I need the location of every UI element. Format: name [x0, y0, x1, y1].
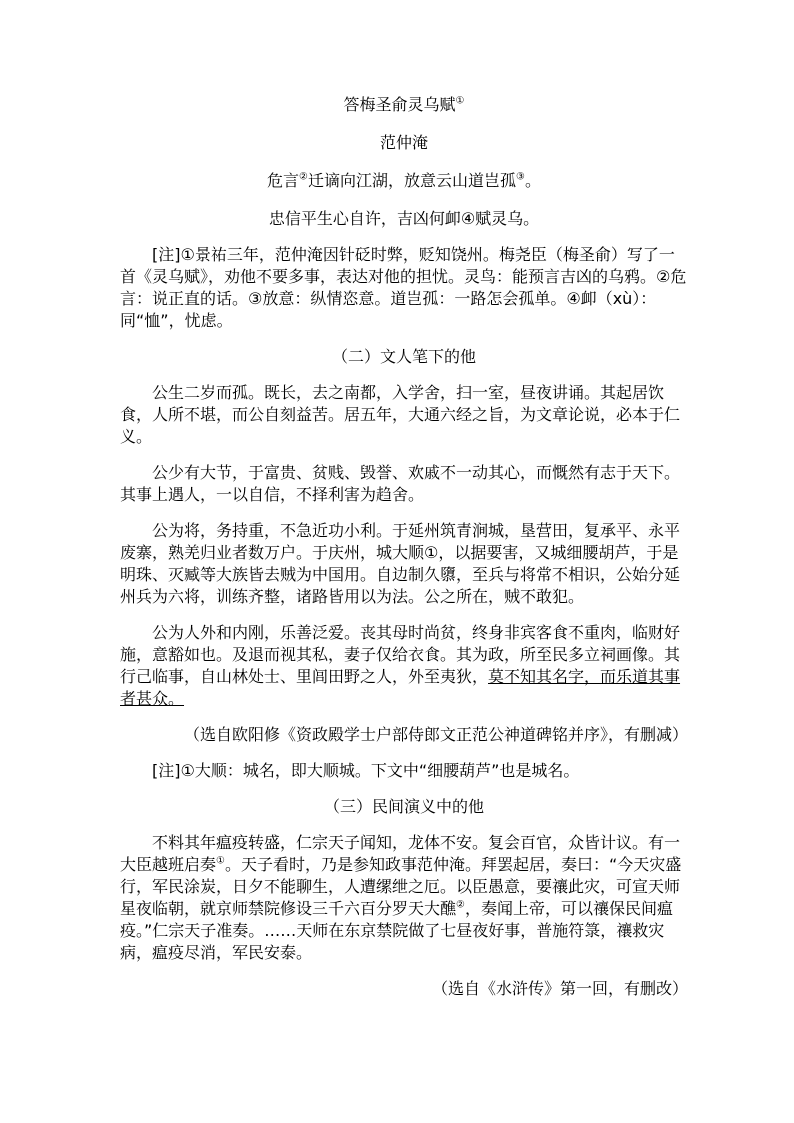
footnote-mark: ① [216, 855, 225, 867]
section-2-paragraph-1: 公生二岁而孤。既长，去之南都，入学舍，扫一室，昼夜讲诵。其起居饮食，人所不堪，而公自刻益苦。居五年，大通六经之旨，为文章论说，必本于仁义。 [120, 383, 681, 446]
section-2-source: （选自欧阳修《资政殿学士户部侍郎文正范公神道碑铭并序》，有删减） [183, 725, 688, 744]
section-3-source: （选自《水浒传》第一回，有删改） [431, 979, 688, 998]
poem-line-2: 忠信平生心自许，吉凶何卹④赋灵乌。 [268, 209, 540, 228]
document-page [120, 94, 688, 1000]
footnote-mark: ③ [516, 171, 525, 183]
section-2-heading: （二）文人笔下的他 [331, 347, 476, 366]
section-2-paragraph-2: 公少有大节，于富贵、贫贱、毁誉、欢戚不一动其心，而慨然有志于天下。其事上遇人，一以自信，不择利害为趋舍。 [120, 463, 681, 504]
poem-title: 答梅圣俞灵乌赋① [343, 95, 465, 114]
footnote-mark: ② [456, 899, 465, 911]
section-2-paragraph-4: 公为人外和内刚，乐善泛爱。丧其母时尚贫，终身非宾客食不重肉，临财好施，意豁如也。及退而视其私，妻子仅给衣食。其为政，所至民多立祠画像。其行己临事，自山林处士、里闾田野之人，外至夷狄，莫不知其名字，而乐道其事者甚众。 [120, 623, 681, 708]
footnote-mark: ① [455, 95, 465, 107]
poem-annotation: [注]①景祐三年，范仲淹因针砭时弊，贬知饶州。梅尧臣（梅圣俞）写了一首《灵乌赋》，劝他不要多事，表达对他的担忧。灵鸟：能预言吉凶的乌鸦。②危言：说正直的话。③放意：纵情恣意。道岂孤：一路怎会孤单。④卹（xù）：同“恤”，忧虑。 [120, 245, 687, 330]
poem-line-1: 危言②迁谪向江湖，放意云山道岂孤③。 [267, 171, 541, 190]
section-2-paragraph-3: 公为将，务持重，不急近功小利。于延州筑青涧城，垦营田，复承平、永平废寨，熟羌归业者数万户。于庆州，城大顺①，以据要害，又城细腰胡芦，于是明珠、灭臧等大族皆去贼为中国用。自边制久隳，至兵与将常不相识，公始分延州兵为六将，训练齐整，诸路皆用以为法。公之所在，贼不敢犯。 [120, 521, 681, 606]
footnote-mark: ② [299, 171, 308, 183]
section-3-heading: （三）民间演义中的他 [323, 797, 484, 816]
poem-author: 范仲淹 [379, 133, 428, 152]
underlined-sentence: 莫不知其名字，而乐道其事者甚众。 [120, 667, 681, 708]
section-3-paragraph-1: 不料其年瘟疫转盛，仁宗天子闻知，龙体不安。复会百官，众皆计议。有一大臣越班启奏①。天子看时，乃是参知政事范仲淹。拜罢起居，奏曰：“今天灾盛行，军民涂炭，日夕不能聊生，人遭缧绁之厄。以臣愚意，要禳此灾，可宣天师星夜临朝，就京师禁院修设三千六百分罗天大醮②，奏闻上帝，可以禳保民间瘟疫。”仁宗天子准奏。……天师在东京禁院做了七昼夜好事，普施符箓，禳救灾病，瘟疫尽消，军民安泰。 [120, 833, 682, 962]
section-2-annotation: [注]①大顺：城名，即大顺城。下文中“细腰葫芦”也是城名。 [152, 761, 580, 780]
